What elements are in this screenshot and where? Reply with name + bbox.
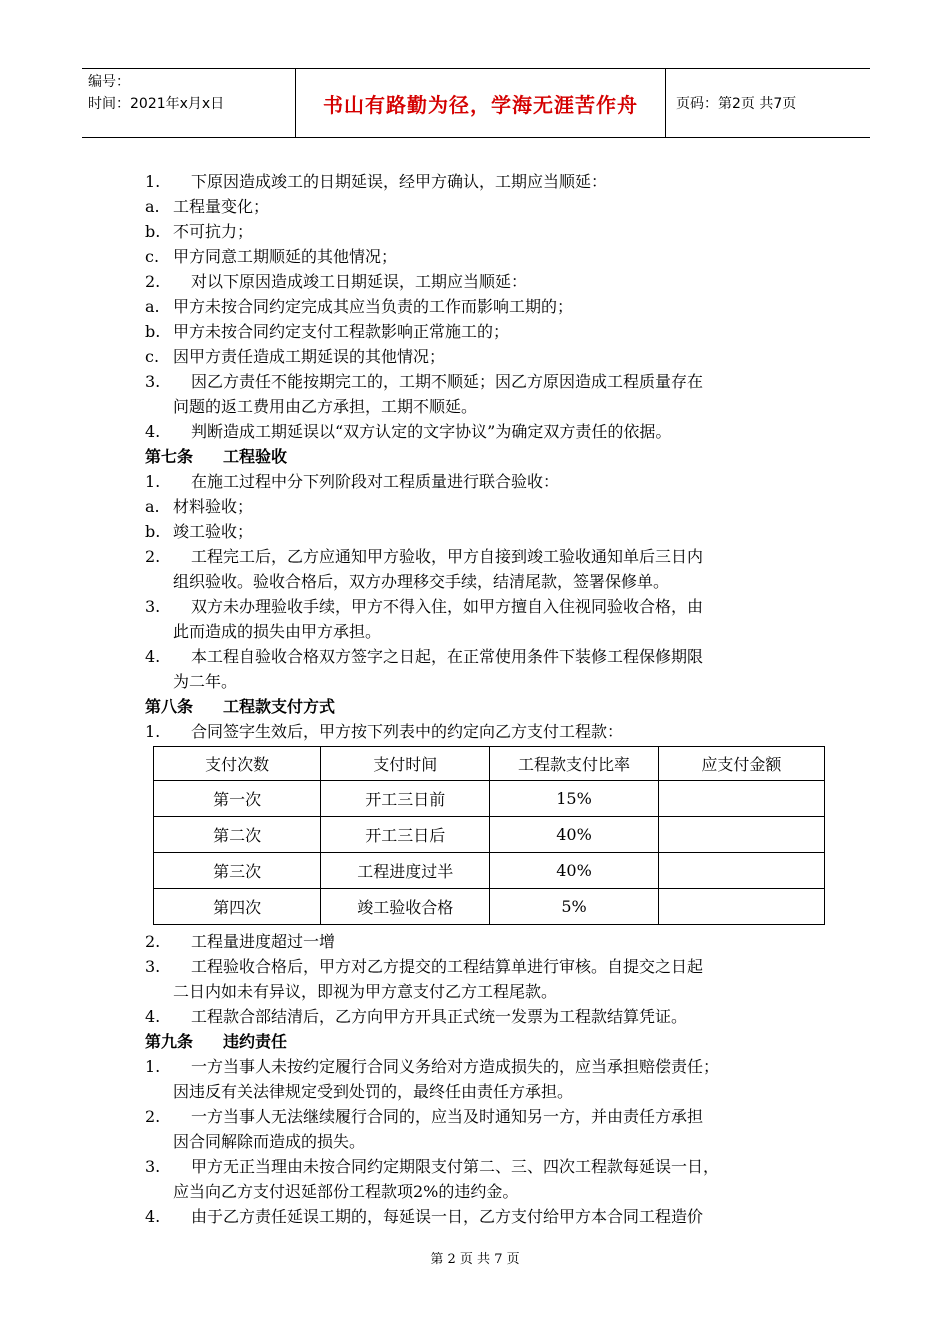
clause-text: 判断造成工期延误以“双方认定的文字协议”为确定双方责任的依据。 xyxy=(191,422,672,441)
section-title: 违约责任 xyxy=(223,1032,288,1051)
clause-number: 1. xyxy=(145,472,161,491)
clause-line xyxy=(145,929,825,954)
clause-line xyxy=(145,644,825,669)
clause-text: 在施工过程中分下列阶段对工程质量进行联合验收： xyxy=(191,472,560,491)
clause-continuation-line xyxy=(145,569,825,594)
clause-text: 甲方未按合同约定支付工程款影响正常施工的； xyxy=(173,322,510,341)
clause-line xyxy=(145,319,825,344)
column-header: 应支付金额 xyxy=(658,747,824,781)
clause-text: 工程完工后，乙方应通知甲方验收，甲方自接到竣工验收通知单后三日内 xyxy=(191,547,704,566)
clause-text: 甲方未按合同约定完成其应当负责的工作而影响工期的； xyxy=(173,297,574,316)
clause-text: 组织验收。验收合格后，双方办理移交手续，结清尾款，签署保修单。 xyxy=(173,572,670,591)
table-cell xyxy=(658,817,824,853)
clause-number: 4. xyxy=(145,422,161,441)
clause-continuation-line xyxy=(145,669,825,694)
table-cell xyxy=(658,781,824,817)
clause-line xyxy=(145,719,825,744)
clause-continuation-line xyxy=(145,979,825,1004)
clause-text: 为二年。 xyxy=(173,672,238,691)
clause-text: 工程验收合格后，甲方对乙方提交的工程结算单进行审核。自提交之日起 xyxy=(191,957,704,976)
table-cell: 40% xyxy=(490,817,658,853)
table-cell: 工程进度过半 xyxy=(321,853,490,889)
clause-line xyxy=(145,294,825,319)
clause-text: 二日内如未有异议，即视为甲方意支付乙方工程尾款。 xyxy=(173,982,558,1001)
clause-continuation-line xyxy=(145,1129,825,1154)
clause-number: 4. xyxy=(145,1207,161,1226)
section-number: 第八条 xyxy=(145,697,194,716)
clause-list-acceptance xyxy=(145,469,825,694)
clause-line xyxy=(145,219,825,244)
clause-line xyxy=(145,1104,825,1129)
clause-text: 合同签字生效后，甲方按下列表中的约定向乙方支付工程款： xyxy=(191,722,624,741)
table-cell: 第四次 xyxy=(154,889,321,925)
clause-number: 3. xyxy=(145,957,161,976)
table-row xyxy=(154,781,825,817)
clause-line xyxy=(145,344,825,369)
clause-text: 不可抗力； xyxy=(173,222,254,241)
clause-line xyxy=(145,194,825,219)
section-heading-8 xyxy=(145,694,825,719)
section-heading-9 xyxy=(145,1029,825,1054)
column-header: 工程款支付比率 xyxy=(490,747,658,781)
clause-list-delay xyxy=(145,169,825,444)
clause-line xyxy=(145,244,825,269)
clause-text: 因合同解除而造成的损失。 xyxy=(173,1132,366,1151)
clause-line xyxy=(145,169,825,194)
clause-number: 2. xyxy=(145,932,161,951)
header-meta xyxy=(82,69,296,137)
header-motto: 书山有路勤为径，学海无涯苦作舟 xyxy=(296,69,666,137)
page-header xyxy=(82,68,870,138)
clause-text: 问题的返工费用由乙方承担，工期不顺延。 xyxy=(173,397,478,416)
clause-text: 下原因造成竣工的日期延误，经甲方确认，工期应当顺延： xyxy=(191,172,608,191)
clause-number: 3. xyxy=(145,372,161,391)
clause-text: 一方当事人无法继续履行合同的，应当及时通知另一方，并由责任方承担 xyxy=(191,1107,704,1126)
clause-number: 1. xyxy=(145,722,161,741)
section-number: 第九条 xyxy=(145,1032,194,1051)
column-header: 支付次数 xyxy=(154,747,321,781)
table-cell: 开工三日后 xyxy=(321,817,490,853)
clause-number: b. xyxy=(145,222,161,241)
clause-number: a. xyxy=(145,197,160,216)
table-cell: 第二次 xyxy=(154,817,321,853)
clause-number: 2. xyxy=(145,1107,161,1126)
clause-text: 双方未办理验收手续，甲方不得入住，如甲方擅自入住视同验收合格，由 xyxy=(191,597,704,616)
clause-number: a. xyxy=(145,497,160,516)
table-row xyxy=(154,889,825,925)
table-cell: 竣工验收合格 xyxy=(321,889,490,925)
clause-text: 对以下原因造成竣工日期延误，工期应当顺延： xyxy=(191,272,528,291)
table-cell: 第三次 xyxy=(154,853,321,889)
clause-text: 工程量进度超过一增 xyxy=(191,932,336,951)
column-header: 支付时间 xyxy=(321,747,490,781)
clause-number: 1. xyxy=(145,1057,161,1076)
clause-line xyxy=(145,1054,825,1079)
clause-line xyxy=(145,419,825,444)
clause-line xyxy=(145,1204,825,1229)
clause-number: 1. xyxy=(145,172,161,191)
clause-number: 2. xyxy=(145,272,161,291)
table-cell: 40% xyxy=(490,853,658,889)
clause-number: 4. xyxy=(145,1007,161,1026)
time-label: 时间：2021年x月x日 xyxy=(88,96,225,112)
clause-text: 因甲方责任造成工期延误的其他情况； xyxy=(173,347,446,366)
clause-number: 3. xyxy=(145,1157,161,1176)
clause-text: 此而造成的损失由甲方承担。 xyxy=(173,622,382,641)
clause-text: 材料验收； xyxy=(173,497,254,516)
table-cell: 5% xyxy=(490,889,658,925)
clause-text: 竣工验收； xyxy=(173,522,254,541)
table-cell xyxy=(658,853,824,889)
clause-text: 工程款合部结清后，乙方向甲方开具正式统一发票为工程款结算凭证。 xyxy=(191,1007,688,1026)
clause-line xyxy=(145,269,825,294)
clause-number: a. xyxy=(145,297,160,316)
clause-line xyxy=(145,594,825,619)
clause-continuation-line xyxy=(145,1079,825,1104)
clause-text: 甲方无正当理由未按合同约定期限支付第二、三、四次工程款每延误一日， xyxy=(191,1157,720,1176)
table-cell xyxy=(658,889,824,925)
clause-text: 因违反有关法律规定受到处罚的，最终任由责任方承担。 xyxy=(173,1082,574,1101)
clause-continuation-line xyxy=(145,619,825,644)
clause-number: 4. xyxy=(145,647,161,666)
table-header-row xyxy=(154,747,825,781)
clause-text: 因乙方责任不能按期完工的，工期不顺延；因乙方原因造成工程质量存在 xyxy=(191,372,704,391)
table-cell: 开工三日前 xyxy=(321,781,490,817)
clause-list-payment xyxy=(145,719,825,744)
clause-text: 由于乙方责任延误工期的，每延误一日，乙方支付给甲方本合同工程造价 xyxy=(191,1207,704,1226)
document-body xyxy=(145,169,825,1229)
clause-line xyxy=(145,544,825,569)
clause-number: b. xyxy=(145,322,161,341)
table-row xyxy=(154,853,825,889)
section-title: 工程款支付方式 xyxy=(223,697,336,716)
clause-line xyxy=(145,469,825,494)
clause-continuation-line xyxy=(145,394,825,419)
number-label: 编号： xyxy=(88,74,130,90)
clause-line xyxy=(145,494,825,519)
clause-continuation-line xyxy=(145,1179,825,1204)
clause-number: c. xyxy=(145,347,160,366)
clause-text: 甲方同意工期顺延的其他情况； xyxy=(173,247,398,266)
payment-table xyxy=(153,746,825,925)
table-cell: 15% xyxy=(490,781,658,817)
section-heading-7 xyxy=(145,444,825,469)
clause-line xyxy=(145,1004,825,1029)
clause-number: b. xyxy=(145,522,161,541)
section-title: 工程验收 xyxy=(223,447,288,466)
clause-list-settlement xyxy=(145,929,825,1029)
section-number: 第七条 xyxy=(145,447,194,466)
clause-number: 2. xyxy=(145,547,161,566)
clause-text: 工程量变化； xyxy=(173,197,270,216)
clause-text: 应当向乙方支付迟延部份工程款项2%的违约金。 xyxy=(173,1182,519,1201)
header-page-info: 页码：第2页 共7页 xyxy=(676,96,797,112)
clause-text: 一方当事人未按约定履行合同义务给对方造成损失的，应当承担赔偿责任； xyxy=(191,1057,720,1076)
clause-line xyxy=(145,369,825,394)
clause-number: 3. xyxy=(145,597,161,616)
clause-line xyxy=(145,954,825,979)
clause-text: 本工程自验收合格双方签字之日起，在正常使用条件下装修工程保修期限 xyxy=(191,647,704,666)
table-row xyxy=(154,817,825,853)
table-cell: 第一次 xyxy=(154,781,321,817)
clause-line xyxy=(145,1154,825,1179)
page-footer: 第 2 页 共 7 页 xyxy=(430,1252,520,1267)
clause-list-liability xyxy=(145,1054,825,1229)
clause-line xyxy=(145,519,825,544)
clause-number: c. xyxy=(145,247,160,266)
